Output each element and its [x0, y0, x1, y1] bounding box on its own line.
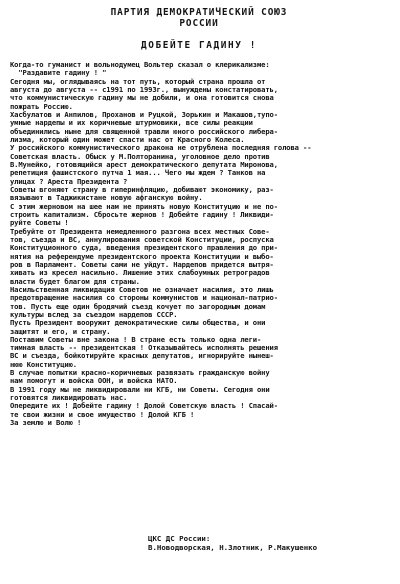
signature-org: ЦКС ДС России:	[148, 534, 211, 543]
body-line: защитят и его, и страну.	[9, 326, 111, 336]
body-line: репетиция фашистского путча 1 мая... Чего мы ждем ? Танков на	[9, 168, 266, 178]
body-line: предотвращение насилия со стороны коммунистов и национал-патрио-	[9, 293, 278, 303]
body-line: У российского коммунистического дракона не отрублена последняя голова --	[9, 143, 312, 153]
body-line: нятия на референдуме президентского проекта Конституции и выбо-	[9, 251, 274, 261]
body-line: "Раздавите гадину ! "	[9, 68, 107, 78]
body-line: В 1991 году мы не ликвидировали ни КГБ, ни Советы. Сегодня они	[9, 384, 270, 394]
body-line: Когда-то гуманист и вольнодумец Вольтер сказал о клерикализме:	[9, 60, 270, 69]
body-line: тов. Пусть еще один бродячий съезд кочует по загородным домам	[9, 301, 266, 311]
party-name-line1: ПАРТИЯ ДЕМОКРАТИЧЕСКИЙ СОЮЗ	[110, 7, 288, 18]
body-line: власти будет благом для страны.	[9, 276, 140, 286]
body-line: те свои жизни и свое имущество ! Долой КГБ !	[9, 409, 195, 419]
body-line: ВС и съезда, бойкотируйте красных депутатов, игнорируйте нынеш-	[9, 351, 274, 361]
body-line: ров в Парламент. Советы сами не уйдут. Нардепов придется вытря-	[9, 259, 274, 269]
body-line: Насильственная ликвидация Советов не означает насилия, это лишь	[9, 284, 274, 294]
body-line: объединились ныне для священной травли юного российского либера-	[9, 126, 278, 136]
leaflet-body	[8, 61, 390, 427]
body-line: За землю и Волю !	[9, 418, 82, 428]
signature-block	[148, 534, 317, 552]
body-line: руйте Советы !	[9, 218, 69, 228]
body-line: Требуйте от Президента немедленного разгона всех местных Сове-	[9, 226, 270, 236]
body-line: лизма, который один может спасти нас от Красного Колеса.	[9, 134, 245, 144]
body-line: пожрать Россию.	[9, 101, 73, 111]
body-line: Опередите их ! Добейте гадину ! Долой Советскую власть ! Спасай-	[9, 401, 278, 411]
body-line: культуры вслед за съездом нардепов СССР.	[9, 309, 178, 319]
body-line: Пусть Президент вооружит демократические силы общества, и они	[9, 318, 266, 328]
body-line: Советы вгоняют страну в гиперинфляцию, добивают экономику, раз-	[9, 184, 274, 194]
slogan-heading: ДОБЕЙТЕ ГАДИНУ !	[141, 40, 257, 51]
body-line: улицах ? Ареста Президента ?	[9, 176, 128, 186]
signature-names: В.Новодворская, Н.Злотник, Р.Макушенко	[148, 543, 318, 552]
body-line: нам помогут и войска ООН, и войска НАТО.	[9, 376, 178, 386]
body-line: хивать из кресел насильно. Лишение этих слабоумных ретроградов	[9, 268, 270, 278]
body-line: Советская власть. Обыск у М.Полторанина, уголовное дело против	[9, 151, 270, 161]
body-line: Поставим Советы вне закона ! В стране есть только одна леги-	[9, 334, 262, 344]
body-line: умные нардепы и их коричневые штурмовики, все силы реакции	[9, 118, 253, 128]
body-line: тов, съезда и ВС, аннулирования советской Конституции, роспуска	[9, 234, 274, 244]
body-line: В случае попытки красно-коричневых развязать гражданскую войну	[9, 368, 270, 378]
body-line: нюю Конституцию.	[9, 359, 77, 369]
body-line: С этим жерновом на шее нам не принять новую Конституцию и не по-	[9, 201, 278, 211]
party-name-line2: РОССИИ	[179, 17, 219, 29]
body-line: готовятся ликвидировать нас.	[9, 393, 128, 403]
body-line: Конституционного суда, введения президентского правления до при-	[9, 243, 278, 253]
body-line: вязывают в Таджикистане новую афганскую войну.	[9, 193, 203, 203]
body-line: Хасбулатов и Анпилов, Проханов и Руцкой, Зорькин и Макашов,тупо-	[9, 109, 278, 119]
body-line: Сегодня мы, оглядываясь на тот путь, который страна прошла от	[9, 76, 266, 86]
body-line: тимная власть -- президентская ! Отказывайтесь исполнять решения	[9, 343, 278, 353]
body-line: что коммунистическую гадину мы не добили, и она готовится снова	[9, 93, 274, 103]
body-line: В.Мунейко, готовящийся арест демократического депутата Миронова,	[9, 159, 278, 169]
body-line: строить капитализм. Сбросьте жернов ! Добейте гадину ! Ликвиди-	[9, 209, 274, 219]
body-line: августа до августа -- с1991 по 1993г., вынуждены констатировать,	[9, 84, 278, 94]
